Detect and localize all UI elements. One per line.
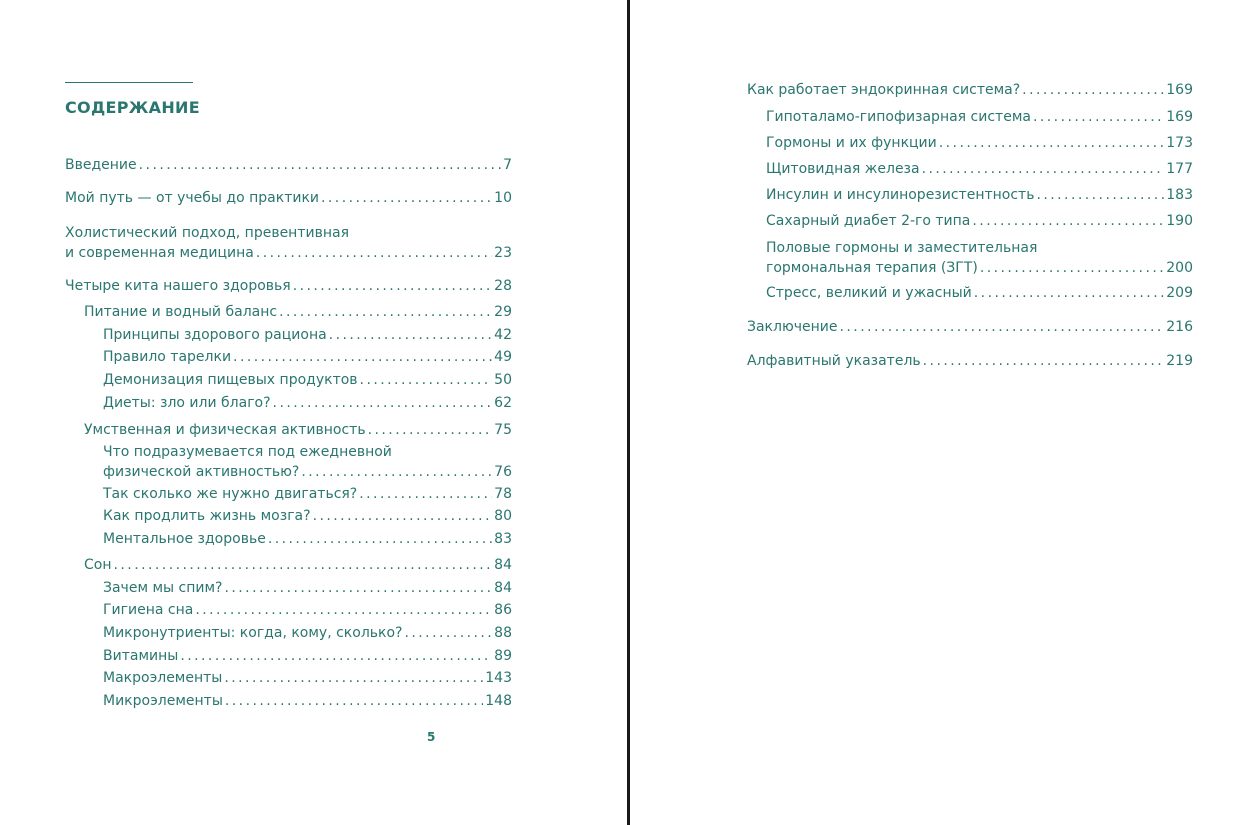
toc-entry[interactable] xyxy=(103,646,512,666)
toc-entry[interactable] xyxy=(103,506,512,526)
toc-entry-page: 219 xyxy=(1166,353,1193,369)
toc-entry-text: Гигиена сна xyxy=(103,602,194,618)
toc-entry[interactable] xyxy=(747,351,1193,371)
toc-entry-page: 200 xyxy=(1166,260,1193,276)
toc-entry[interactable] xyxy=(766,185,1193,205)
toc-entry[interactable] xyxy=(747,317,1193,337)
toc-entry-text: Принципы здорового рациона xyxy=(103,327,327,343)
toc-entry-page: 50 xyxy=(494,372,512,388)
toc-entry[interactable] xyxy=(84,555,512,575)
toc-entry-page: 83 xyxy=(494,531,512,547)
toc-entry-page: 84 xyxy=(494,557,512,573)
toc-leader xyxy=(321,188,492,208)
toc-entry[interactable] xyxy=(65,276,512,296)
toc-entry-page: 42 xyxy=(494,327,512,343)
toc-leader xyxy=(980,258,1164,278)
toc-entry-text: Алфавитный указатель xyxy=(747,353,921,369)
toc-entry[interactable] xyxy=(766,159,1193,179)
toc-leader xyxy=(195,600,492,620)
toc-entry[interactable] xyxy=(65,188,512,208)
toc-entry-text: Холистический подход, превентивная xyxy=(65,225,349,241)
toc-entry-page: 183 xyxy=(1166,187,1193,203)
toc-entry[interactable] xyxy=(84,420,512,440)
toc-entry-page: 76 xyxy=(494,464,512,480)
toc-entry[interactable] xyxy=(766,211,1193,231)
toc-leader xyxy=(293,276,492,296)
toc-entry-page: 28 xyxy=(494,278,512,294)
toc-entry-page: 177 xyxy=(1166,161,1193,177)
toc-leader xyxy=(974,283,1164,303)
toc-leader xyxy=(972,211,1164,231)
toc-leader xyxy=(1036,185,1164,205)
toc-entry-text: Щитовидная железа xyxy=(766,161,920,177)
toc-leader xyxy=(256,243,492,263)
toc-entry-text: Витамины xyxy=(103,648,179,664)
toc-entry-page: 23 xyxy=(494,245,512,261)
toc-entry[interactable] xyxy=(103,347,512,367)
toc-entry[interactable] xyxy=(103,691,512,711)
toc-leader xyxy=(225,691,483,711)
toc-entry[interactable] xyxy=(103,623,512,643)
toc-entry-page: 169 xyxy=(1166,109,1193,125)
toc-entry-page: 209 xyxy=(1166,285,1193,301)
toc-leader xyxy=(180,646,492,666)
page-title: СОДЕРЖАНИЕ xyxy=(65,98,200,117)
toc-entry-page: 148 xyxy=(485,693,512,709)
toc-entry-text: Питание и водный баланс xyxy=(84,304,278,320)
page-number: 5 xyxy=(427,730,436,744)
toc-entry-text: Демонизация пищевых продуктов xyxy=(103,372,358,388)
book-spine-divider xyxy=(627,0,630,825)
toc-entry-page: 169 xyxy=(1166,82,1193,98)
right-page xyxy=(631,0,1259,825)
toc-entry-text-line2: гормональная терапия (ЗГТ) xyxy=(766,260,978,276)
toc-leader xyxy=(360,370,493,390)
toc-entry-page: 88 xyxy=(494,625,512,641)
toc-entry-page: 173 xyxy=(1166,135,1193,151)
toc-entry[interactable] xyxy=(65,155,512,175)
toc-entry-text: Сахарный диабет 2-го типа xyxy=(766,213,971,229)
toc-leader xyxy=(1033,107,1164,127)
toc-entry[interactable] xyxy=(766,283,1193,303)
toc-entry-page: 86 xyxy=(494,602,512,618)
toc-entry[interactable] xyxy=(84,302,512,322)
toc-leader xyxy=(301,462,492,482)
toc-entry-text: Заключение xyxy=(747,319,838,335)
toc-entry-text: Мой путь — от учебы до практики xyxy=(65,190,319,206)
toc-entry-page: 10 xyxy=(494,190,512,206)
toc-entry-page: 49 xyxy=(494,349,512,365)
toc-leader xyxy=(273,393,493,413)
toc-entry-page: 75 xyxy=(494,422,512,438)
toc-entry-text: Зачем мы спим? xyxy=(103,580,223,596)
toc-entry-text: Диеты: зло или благо? xyxy=(103,395,271,411)
toc-leader xyxy=(359,484,492,504)
toc-entry-page: 7 xyxy=(503,157,512,173)
toc-entry-text: Микронутриенты: когда, кому, сколько? xyxy=(103,625,403,641)
toc-entry[interactable] xyxy=(766,238,1193,278)
toc-leader xyxy=(279,302,492,322)
toc-entry-page: 143 xyxy=(485,670,512,686)
toc-entry-page: 216 xyxy=(1166,319,1193,335)
toc-leader xyxy=(923,351,1165,371)
toc-leader xyxy=(268,529,492,549)
toc-entry[interactable] xyxy=(103,484,512,504)
toc-entry[interactable] xyxy=(766,107,1193,127)
toc-entry[interactable] xyxy=(103,578,512,598)
toc-entry[interactable] xyxy=(766,133,1193,153)
toc-entry-text: Стресс, великий и ужасный xyxy=(766,285,972,301)
toc-entry[interactable] xyxy=(103,393,512,413)
toc-entry-text: Макроэлементы xyxy=(103,670,223,686)
toc-entry-page: 78 xyxy=(494,486,512,502)
toc-entry-text: Гипоталамо-гипофизарная система xyxy=(766,109,1031,125)
toc-entry[interactable] xyxy=(103,442,512,482)
toc-entry[interactable] xyxy=(65,223,512,263)
toc-entry-text: Половые гормоны и заместительная xyxy=(766,240,1038,256)
toc-entry-text: Сон xyxy=(84,557,112,573)
toc-entry-text: Четыре кита нашего здоровья xyxy=(65,278,291,294)
toc-entry-page: 89 xyxy=(494,648,512,664)
toc-leader xyxy=(1022,80,1164,100)
toc-leader xyxy=(922,159,1165,179)
toc-leader xyxy=(939,133,1165,153)
toc-entry-text-line2: и современная медицина xyxy=(65,245,254,261)
toc-entry[interactable] xyxy=(103,529,512,549)
toc-entry-text: Как работает эндокринная система? xyxy=(747,82,1021,98)
toc-leader xyxy=(329,325,493,345)
toc-entry-text: Умственная и физическая активность xyxy=(84,422,366,438)
toc-entry-text: Гормоны и их функции xyxy=(766,135,937,151)
toc-entry-page: 80 xyxy=(494,508,512,524)
toc-entry-text: Инсулин и инсулинорезистентность xyxy=(766,187,1035,203)
toc-leader xyxy=(224,578,492,598)
toc-entry-page: 29 xyxy=(494,304,512,320)
toc-entry-text: Что подразумевается под ежедневной xyxy=(103,444,392,460)
toc-entry-page: 190 xyxy=(1166,213,1193,229)
toc-entry-text: Введение xyxy=(65,157,137,173)
toc-entry[interactable] xyxy=(103,325,512,345)
left-page xyxy=(0,0,628,825)
toc-entry-text: Микроэлементы xyxy=(103,693,223,709)
toc-entry-text: Так сколько же нужно двигаться? xyxy=(103,486,358,502)
toc-leader xyxy=(313,506,493,526)
toc-entry-page: 62 xyxy=(494,395,512,411)
toc-leader xyxy=(114,555,493,575)
toc-entry[interactable] xyxy=(103,668,512,688)
toc-entry-page: 84 xyxy=(494,580,512,596)
toc-leader xyxy=(224,668,483,688)
toc-entry[interactable] xyxy=(103,370,512,390)
toc-leader xyxy=(233,347,492,367)
toc-entry-text: Как продлить жизнь мозга? xyxy=(103,508,311,524)
title-rule xyxy=(65,82,193,83)
toc-leader xyxy=(139,155,501,175)
toc-leader xyxy=(368,420,493,440)
toc-entry[interactable] xyxy=(747,80,1193,100)
toc-entry[interactable] xyxy=(103,600,512,620)
toc-entry-text: Ментальное здоровье xyxy=(103,531,266,547)
toc-leader xyxy=(404,623,492,643)
toc-entry-text-line2: физической активностью? xyxy=(103,464,300,480)
toc-entry-text: Правило тарелки xyxy=(103,349,232,365)
toc-leader xyxy=(840,317,1165,337)
